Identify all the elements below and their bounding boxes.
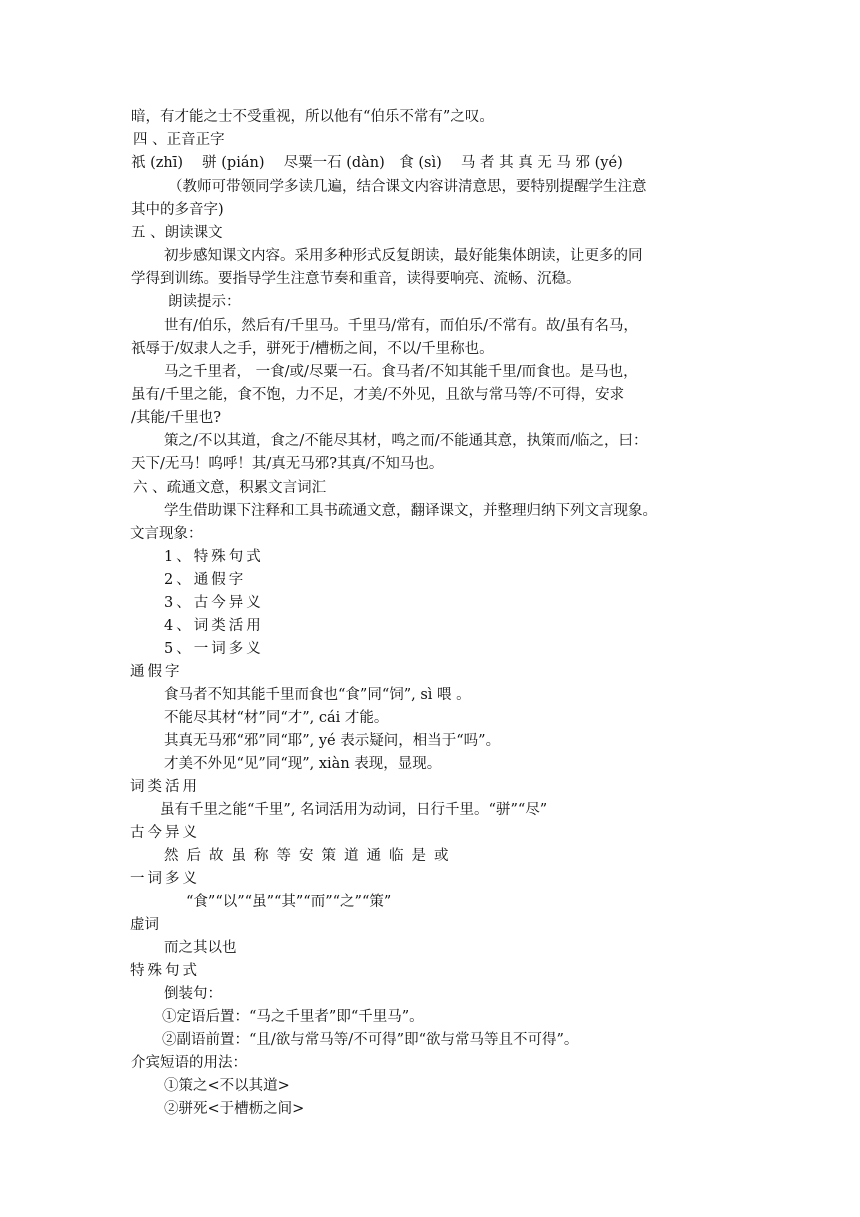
text-line: 才美不外见“见”同“现”, xiàn 表现，显现。 <box>164 756 442 772</box>
text-line: ①定语后置：“马之千里者”即“千里马”。 <box>162 1009 424 1025</box>
section-heading: 六 、疏通文意，积累文言词汇 <box>133 480 327 496</box>
section-heading: 四 、正音正字 <box>133 132 225 148</box>
text-line: 暗，有才能之士不受重视，所以他有“伯乐不常有”之叹。 <box>131 109 494 125</box>
text-line: 学得到训练。要指导学生注意节奏和重音，读得要响亮、流畅、沉稳。 <box>131 271 581 287</box>
text-line: 不能尽其材“材”同“才”, cái 才能。 <box>164 710 389 726</box>
text-line: ①策之<不以其道> <box>164 1078 290 1094</box>
reading-line: 祇辱于/奴隶人之手，骈死于/槽枥之间，不以/千里称也。 <box>131 341 494 357</box>
reading-line: 马之千里者， 一食/或/尽粟一石。食马者/不知其能千里/而食也。是马也， <box>164 364 638 380</box>
list-item: 1、特殊句式 <box>164 549 264 565</box>
text-line: ②副语前置：“且/欲与常马等/不可得”即“欲与常马等且不可得”。 <box>162 1032 579 1048</box>
reading-line: /其能/千里也? <box>131 410 222 426</box>
list-item: 2、通假字 <box>164 572 247 588</box>
subsection-heading: 一词多义 <box>130 871 200 887</box>
subsection-heading: 词类活用 <box>130 779 200 795</box>
reading-line: 世有/伯乐，然后有/千里马。千里马/常有，而伯乐/不常有。故/虽有名马， <box>164 318 638 334</box>
text-line: 其真无马邪“邪”同“耶”, yé 表示疑问，相当于“吗”。 <box>164 733 501 749</box>
text-line: （教师可带领同学多读几遍，结合课文内容讲清意思，要特别提醒学生注意 <box>168 179 647 195</box>
reading-line: 虽有/千里之能，食不饱，力不足，才美/不外见，且欲与常马等/不可得，安求 <box>131 387 625 403</box>
section-heading: 五 、朗读课文 <box>131 225 223 241</box>
text-line: 倒装句： <box>164 986 222 1002</box>
text-line: “食”“以”“虽”“其”“而”“之”“策” <box>186 894 392 910</box>
subsection-heading: 古今异义 <box>130 825 200 841</box>
text-line: 初步感知课文内容。采用多种形式反复朗读，最好能集体朗读，让更多的同 <box>164 248 643 264</box>
text-line: 虽有千里之能“千里”, 名词活用为动词，日行千里。“骈”“尽” <box>160 802 548 818</box>
reading-line: 天下/无马！呜呼！其/真无马邪?其真/不知马也。 <box>131 456 444 472</box>
subsection-heading: 特殊句式 <box>130 963 200 979</box>
text-line: 文言现象： <box>130 526 203 542</box>
text-line: 而之其以也 <box>164 940 237 956</box>
list-item: 4、词类活用 <box>164 618 264 634</box>
list-item: 5、一词多义 <box>164 641 264 657</box>
text-line: 介宾短语的用法： <box>131 1055 247 1071</box>
text-line: 然后故虽称等安策道通临是或 <box>164 848 457 864</box>
text-line: 其中的多音字) <box>131 202 224 218</box>
subsection-heading: 通假字 <box>130 664 183 680</box>
subsection-heading: 虚词 <box>130 917 159 933</box>
text-line: 学生借助课下注释和工具书疏通文意，翻译课文，并整理归纳下列文言现象。 <box>164 503 657 519</box>
text-line: 食马者不知其能千里而食也“食”同“饲”, sì 喂 。 <box>164 687 471 703</box>
pronunciation-line: 祇 (zhī) 骈 (pián) 尽粟一石 (dàn) 食 (sì) 马 者 其 真 无 马 邪 (yé) <box>131 155 623 171</box>
text-line: 朗读提示： <box>168 294 241 310</box>
text-line: ②骈死<于槽枥之间> <box>164 1101 305 1117</box>
reading-line: 策之/不以其道，食之/不能尽其材，鸣之而/不能通其意，执策而/临之，曰： <box>164 433 648 449</box>
list-item: 3、古今异义 <box>164 595 264 611</box>
